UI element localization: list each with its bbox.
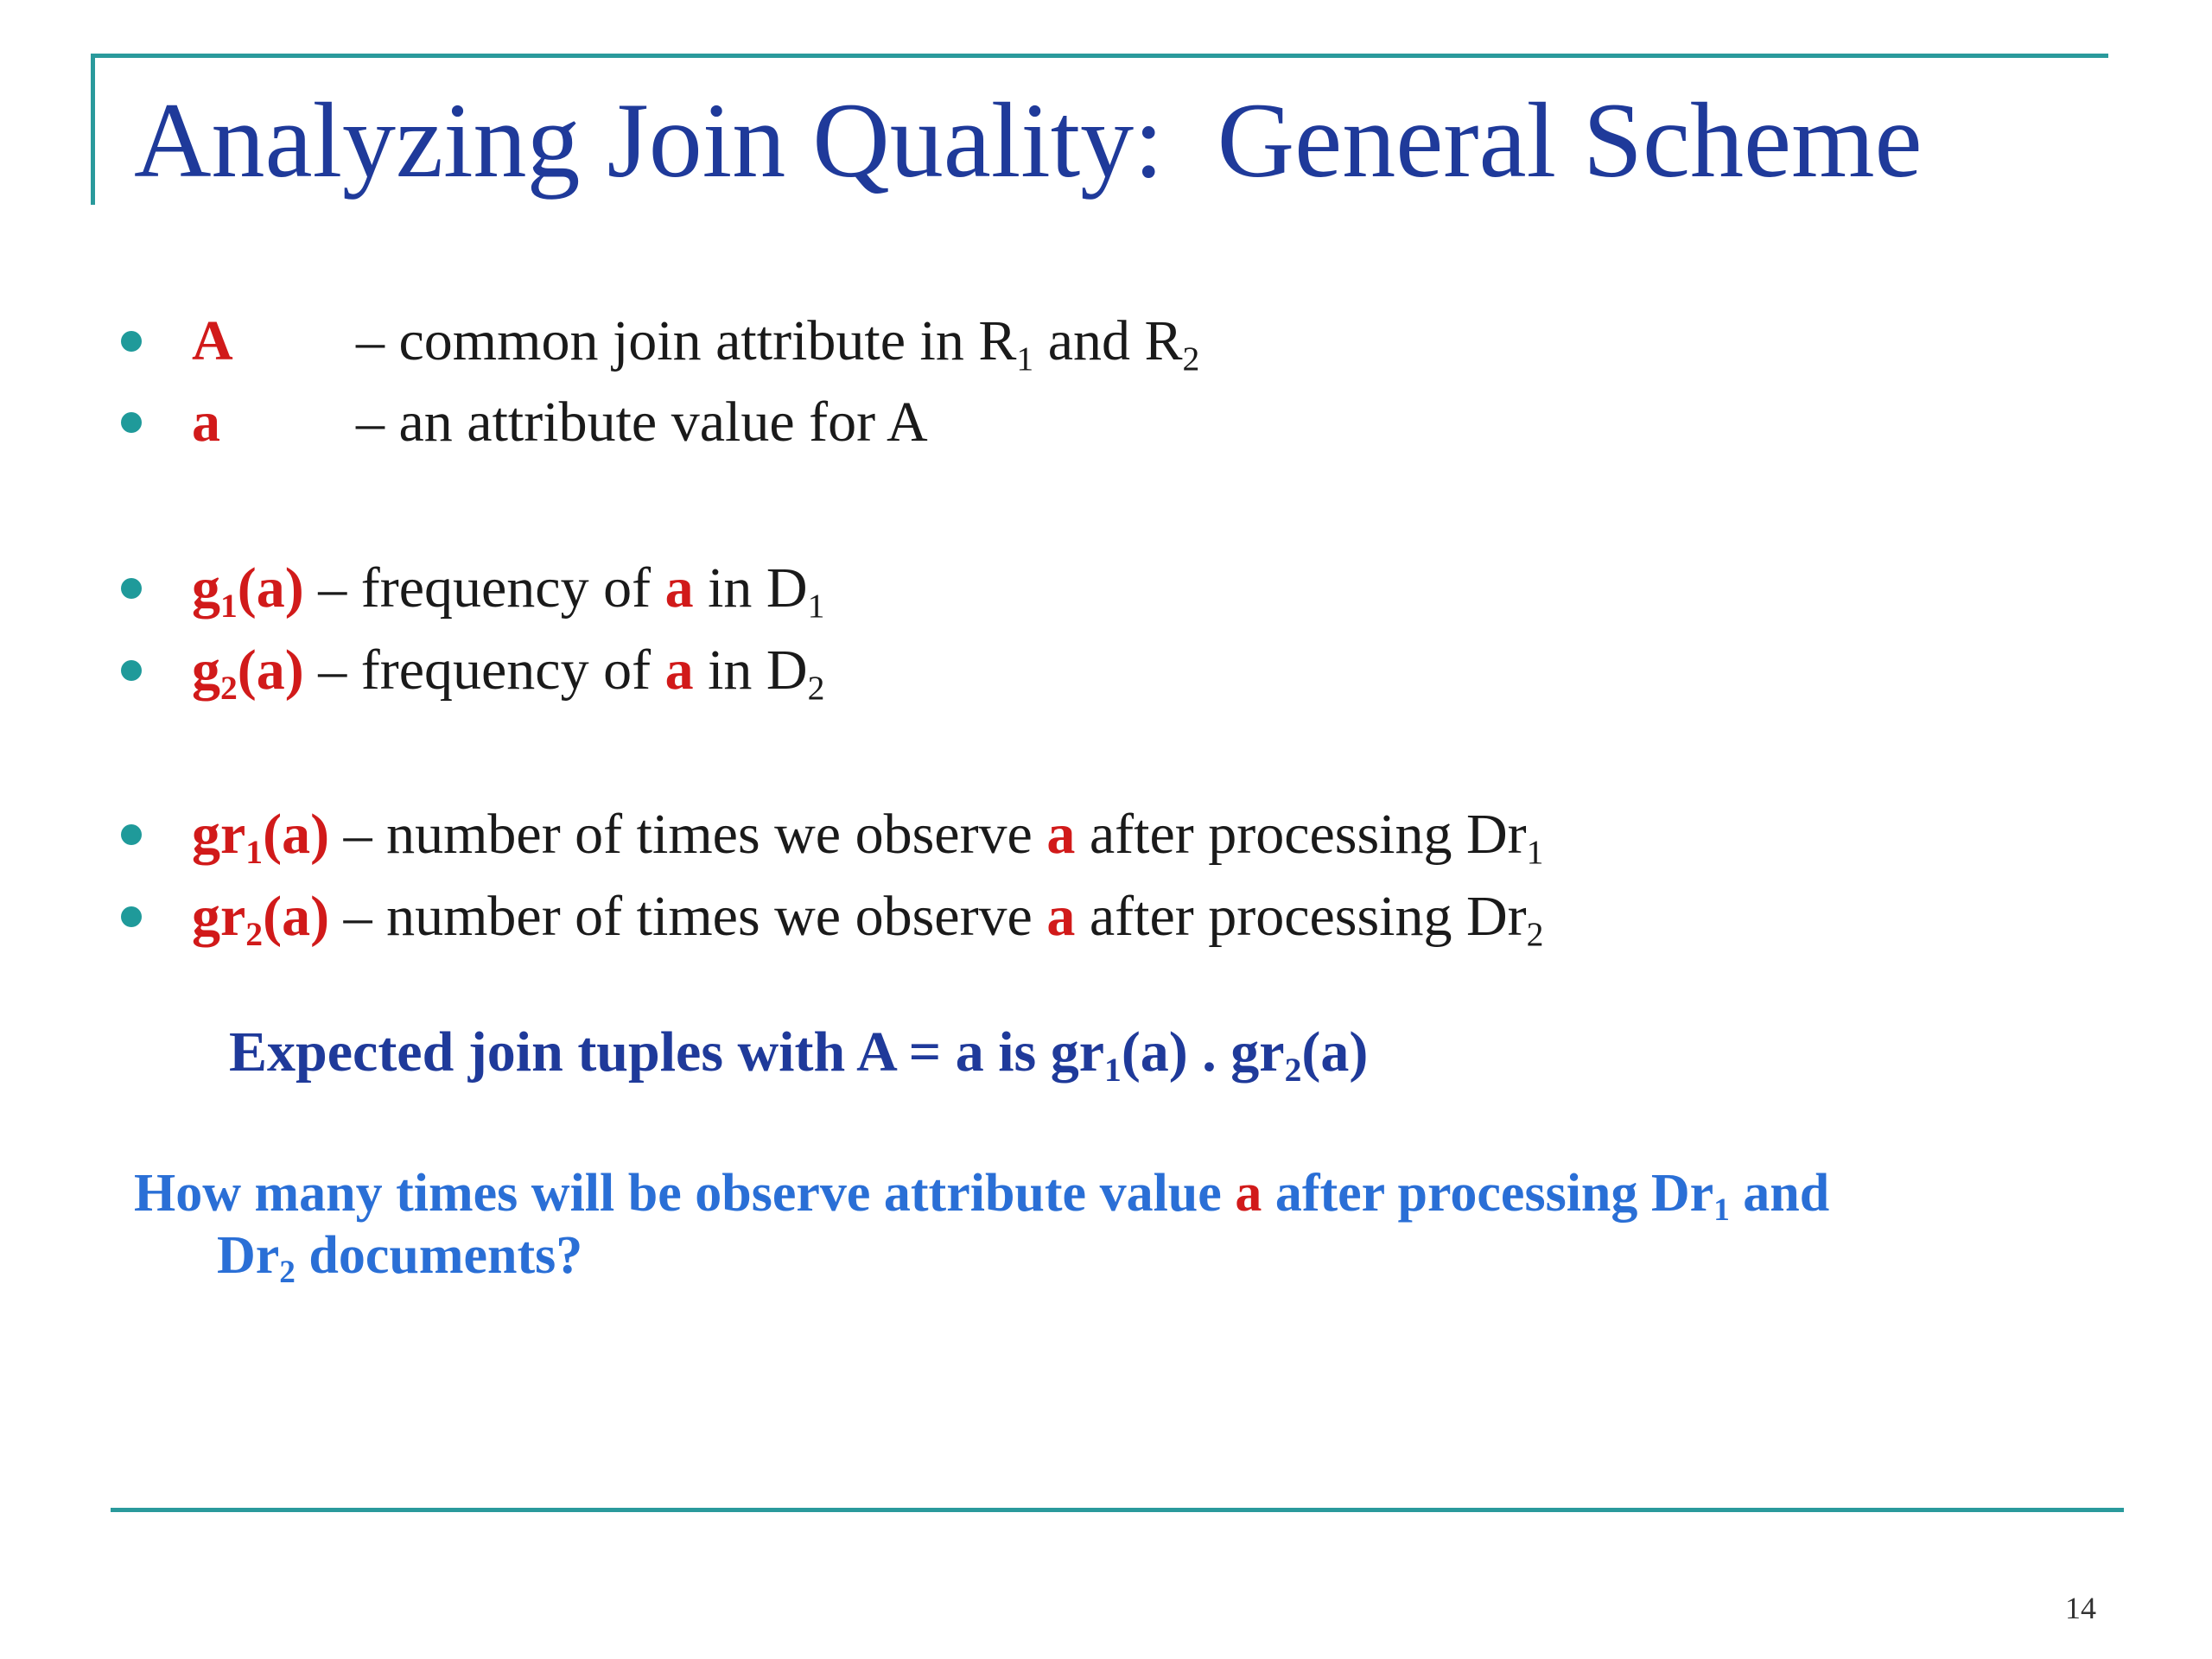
bullet-term: $gr_1(a)$ [192, 803, 330, 871]
subscript: 2 [1182, 339, 1200, 378]
bullet-dot-icon [121, 578, 142, 599]
subscript: 2 [807, 668, 825, 707]
left-rule [91, 54, 95, 205]
bullet-item-g2 [121, 639, 825, 707]
bullet-item-gr2 [121, 885, 1544, 953]
bullet-text: – common join attribute in R [356, 309, 1017, 372]
bullet-term: a [192, 391, 220, 454]
bullet-text: – frequency of [303, 556, 665, 620]
bullet-item-attribute-value [121, 391, 928, 454]
subscript: 1 [1526, 832, 1544, 871]
highlight-a: a [664, 639, 694, 702]
bullet-term: $gr_2(a)$ [192, 885, 330, 953]
bullet-text: after processing Dr [1075, 803, 1527, 866]
question-line-2: $Dr_2$ documents? [217, 1226, 583, 1291]
slide-title: Analyzing Join Quality: General Scheme [134, 81, 1923, 200]
subscript: 2 [1526, 914, 1544, 953]
highlight-a: a [1235, 1164, 1262, 1223]
bullet-dot-icon [121, 331, 142, 352]
bullet-term: $g_2(a)$ [192, 639, 304, 707]
bottom-rule [111, 1508, 2124, 1512]
bullet-term: $g_1(a)$ [192, 556, 304, 625]
bullet-term: A [192, 309, 233, 372]
bullet-dot-icon [121, 660, 142, 681]
page-number: 14 [2065, 1591, 2096, 1625]
bullet-text: – number of times we observe [329, 885, 1047, 948]
question-text: How many times will be observe attribute value a after processing $Dr_1$ and $Dr_2$ documents? [134, 1162, 2087, 1287]
bullet-text: and R [1033, 309, 1183, 372]
bullet-item-join-attribute [121, 309, 1200, 378]
top-rule [91, 54, 2108, 58]
bullet-dot-icon [121, 824, 142, 845]
bullet-dot-icon [121, 412, 142, 433]
bullet-item-g1 [121, 556, 825, 625]
highlight-a: a [664, 556, 694, 620]
subscript: 1 [1016, 339, 1034, 378]
bullet-dot-icon [121, 906, 142, 927]
highlight-a: a [1046, 803, 1076, 866]
bullet-text: – frequency of [303, 639, 665, 702]
highlight-a: a [1046, 885, 1076, 948]
bullet-text: – number of times we observe [329, 803, 1047, 866]
bullet-text: in D [693, 639, 808, 702]
bullet-text: – an attribute value for A [356, 391, 928, 454]
bullet-item-gr1 [121, 803, 1544, 871]
bullet-text: in D [693, 556, 808, 620]
bullet-text: after processing Dr [1075, 885, 1527, 948]
subscript: 1 [807, 586, 825, 625]
expected-join-formula: Expected join tuples with A = a is $gr_1(a)$ . $gr_2(a)$ [229, 1020, 1369, 1089]
